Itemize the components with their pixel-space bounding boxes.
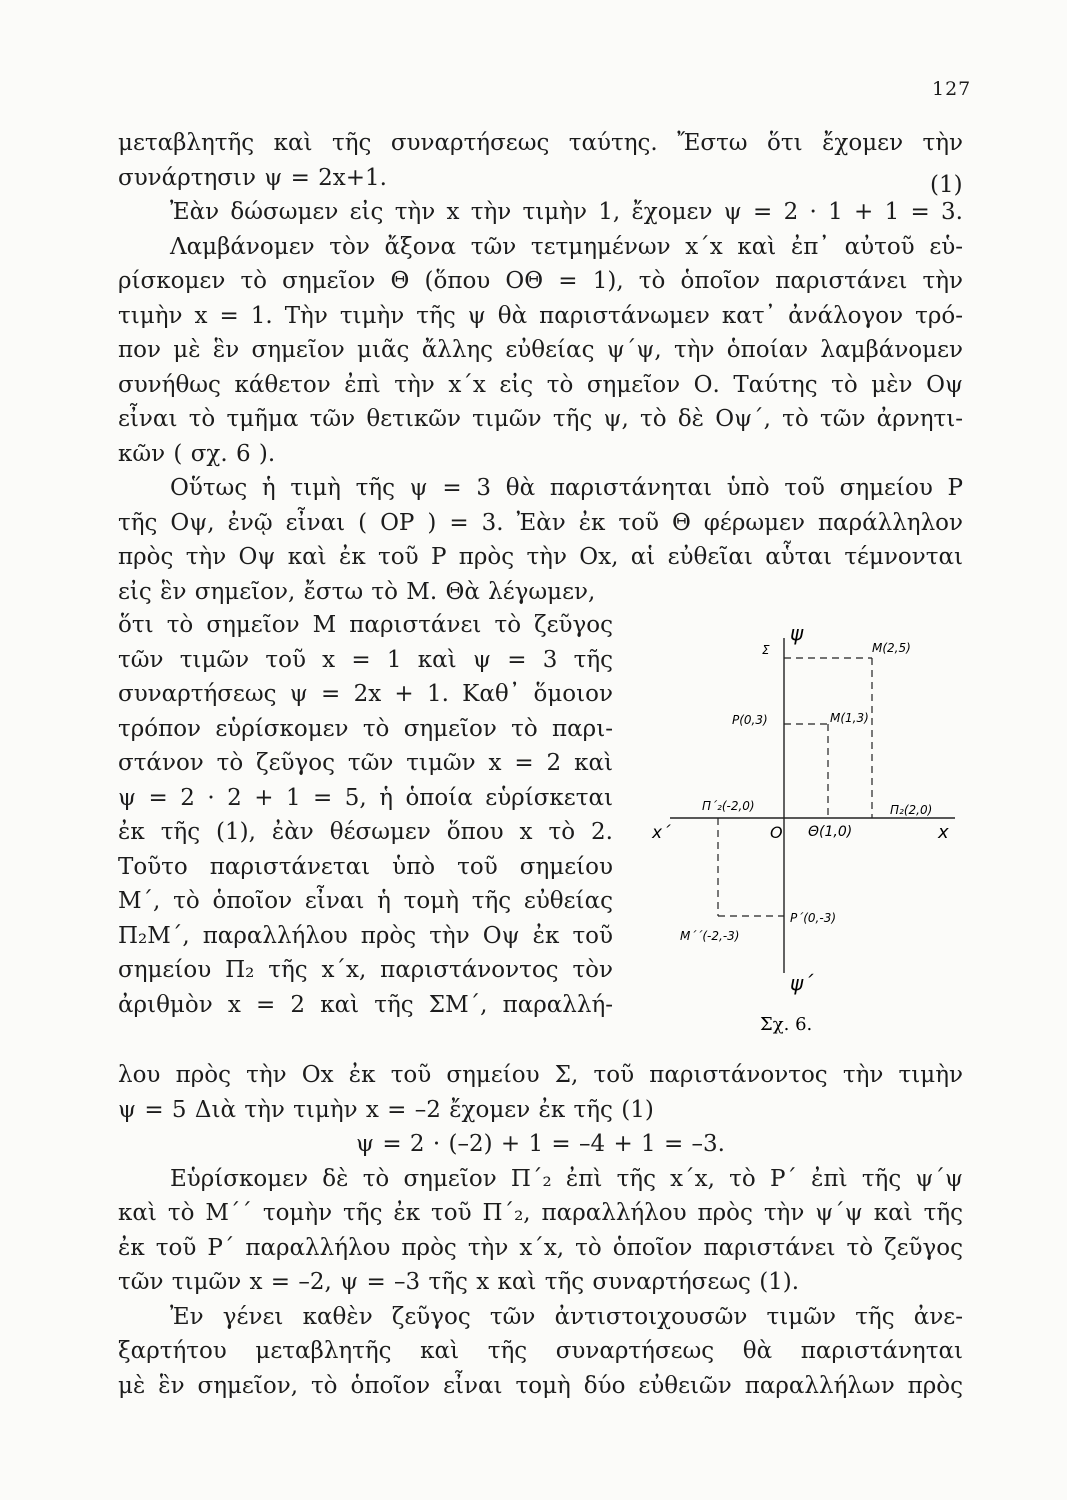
equation-number: (1)	[930, 172, 963, 198]
label-sigma: Σ	[762, 643, 770, 657]
text-line: ἐκ τῆς (1), ἐὰν θέσωμεν ὅπου x τὸ 2.	[118, 819, 613, 845]
text-line: ρίσκομεν τὸ σημεῖον Θ (ὅπου ΟΘ = 1), τὸ ὁποῖον παριστάνει τὴν	[118, 268, 963, 294]
text-line: Μ΄, τὸ ὁποῖον εἶναι ἡ τομὴ τῆς εὐθείας	[118, 888, 613, 914]
text-line: ἀριθμὸν x = 2 καὶ τῆς ΣΜ΄, παραλλή-	[118, 991, 613, 1018]
text-line: ψ = 2 · (–2) + 1 = –4 + 1 = –3.	[356, 1131, 725, 1157]
text-line: Εὑρίσκομεν δὲ τὸ σημεῖον Π΄₂ ἐπὶ τῆς x΄x, τὸ Ρ΄ ἐπὶ τῆς ψ΄ψ	[170, 1165, 963, 1192]
text-line: εἶναι τὸ τμῆμα τῶν θετικῶν τιμῶν τῆς ψ, τὸ δὲ Οψ΄, τὸ τῶν ἀρνητι-	[118, 406, 963, 432]
text-line: Π₂Μ΄, παραλλήλου πρὸς τὴν Οψ ἐκ τοῦ	[118, 922, 613, 949]
page-number: 127	[932, 78, 972, 100]
text-line: Τοῦτο παριστάνεται ὑπὸ τοῦ σημείου	[118, 853, 613, 880]
text-line: τῶν τιμῶν x = –2, ψ = –3 τῆς x καὶ τῆς συναρτήσεως (1).	[118, 1269, 800, 1295]
text-line: τρόπον εὑρίσκομεν τὸ σημεῖον τὸ παρι-	[118, 715, 613, 742]
text-line: πρὸς τὴν Οψ καὶ ἐκ τοῦ Ρ πρὸς τὴν Οx, αἱ εὐθεῖαι αὗται τέμνονται	[118, 544, 963, 570]
label-m-2-5: M(2,5)	[872, 641, 911, 655]
label-p-neg: P΄(0,-3)	[790, 911, 837, 925]
label-y-bottom: ψ΄	[790, 971, 814, 995]
text-line: συνάρτησιν ψ = 2x+1.	[118, 164, 387, 191]
figure-caption: Σχ. 6.	[760, 1014, 813, 1035]
label-p2-neg: Π΄₂(-2,0)	[702, 799, 755, 813]
text-line: ὅτι τὸ σημεῖον Μ παριστάνει τὸ ζεῦγος	[118, 612, 613, 638]
label-m-1-3: M(1,3)	[830, 711, 869, 725]
label-p-0-3: P(0,3)	[732, 713, 768, 727]
text-line: Οὕτως ἡ τιμὴ τῆς ψ = 3 θὰ παριστάνηται ὑπὸ τοῦ σημείου Ρ	[170, 475, 963, 501]
text-line: ψ = 5 Διὰ τὴν τιμὴν x = –2 ἔχομεν ἐκ τῆς (1)	[118, 1096, 654, 1123]
label-x-right: x	[938, 822, 949, 843]
text-line: εἰς ἓν σημεῖον, ἔστω τὸ Μ. Θὰ λέγωμεν,	[118, 578, 596, 605]
text-line: καὶ τὸ Μ΄΄ τομὴν τῆς ἐκ τοῦ Π΄₂, παραλλήλου πρὸς τὴν ψ΄ψ καὶ τῆς	[118, 1200, 963, 1226]
text-line: κῶν ( σχ. 6 ).	[118, 440, 276, 467]
text-line: ψ = 2 · 2 + 1 = 5, ἡ ὁποία εὑρίσκεται	[118, 784, 613, 811]
label-p2: Π₂(2,0)	[890, 803, 933, 817]
text-line: σημείου Π₂ τῆς x΄x, παριστάνοντος τὸν	[118, 957, 613, 983]
body-text-mid	[118, 608, 613, 1022]
text-line: τῆς Οψ, ἐνῷ εἶναι ( ΟΡ ) = 3. Ἐὰν ἐκ τοῦ Θ φέρωμεν παράλληλον	[118, 509, 963, 536]
text-line: πον μὲ ἓν σημεῖον μιᾶς ἄλλης εὐθείας ψ΄ψ, τὴν ὁποίαν λαμβάνομεν	[118, 337, 963, 363]
text-line: Ἐν γένει καθὲν ζεῦγος τῶν ἀντιστοιχουσῶν τιμῶν τῆς ἀνε-	[170, 1303, 963, 1330]
text-line: Ἐὰν δώσωμεν εἰς τὴν x τὴν τιμὴν 1, ἔχομεν ψ = 2 · 1 + 1 = 3.	[170, 199, 963, 225]
text-line: συναρτήσεως ψ = 2x + 1. Καθ᾽ ὅμοιον	[118, 681, 613, 707]
label-theta: Θ(1,0)	[808, 824, 853, 840]
body-text-top	[118, 126, 963, 609]
text-line: λου πρὸς τὴν Οx ἐκ τοῦ σημείου Σ, τοῦ παριστάνοντος τὴν τιμὴν	[118, 1062, 963, 1088]
body-text-bottom	[118, 1058, 963, 1403]
text-line: μὲ ἓν σημεῖον, τὸ ὁποῖον εἶναι τομὴ δύο εὐθειῶν παραλλήλων πρὸς	[118, 1372, 963, 1399]
text-line: μεταβλητῆς καὶ τῆς συναρτήσεως ταύτης. Ἔστω ὅτι ἔχομεν τὴν	[118, 130, 963, 156]
text-line: ἐκ τοῦ Ρ΄ παραλλήλου πρὸς τὴν x΄x, τὸ ὁποῖον παριστάνει τὸ ζεῦγος	[118, 1234, 963, 1261]
text-line: στάνον τὸ ζεῦγος τῶν τιμῶν x = 2 καὶ	[118, 750, 613, 776]
figure-6-diagram	[640, 618, 980, 1038]
text-line: συνήθως κάθετον ἐπὶ τὴν x΄x εἰς τὸ σημεῖον Ο. Ταύτης τὸ μὲν Οψ	[118, 371, 963, 398]
label-m-neg: M΄΄(-2,-3)	[680, 929, 740, 943]
text-line: τιμὴν x = 1. Τὴν τιμὴν τῆς ψ θὰ παριστάνωμεν κατ᾽ ἀνάλογον τρό-	[118, 302, 963, 329]
text-line: Λαμβάνομεν τὸν ἄξονα τῶν τετμημένων x΄x καὶ ἐπ᾽ αὐτοῦ εὑ-	[170, 233, 963, 260]
label-y-top: ψ	[790, 621, 804, 645]
label-origin: O	[770, 823, 783, 842]
text-line: τῶν τιμῶν τοῦ x = 1 καὶ ψ = 3 τῆς	[118, 646, 613, 673]
text-line: ξαρτήτου μεταβλητῆς καὶ τῆς συναρτήσεως θὰ παριστάνηται	[118, 1338, 963, 1364]
label-x-left: x΄	[652, 823, 671, 843]
